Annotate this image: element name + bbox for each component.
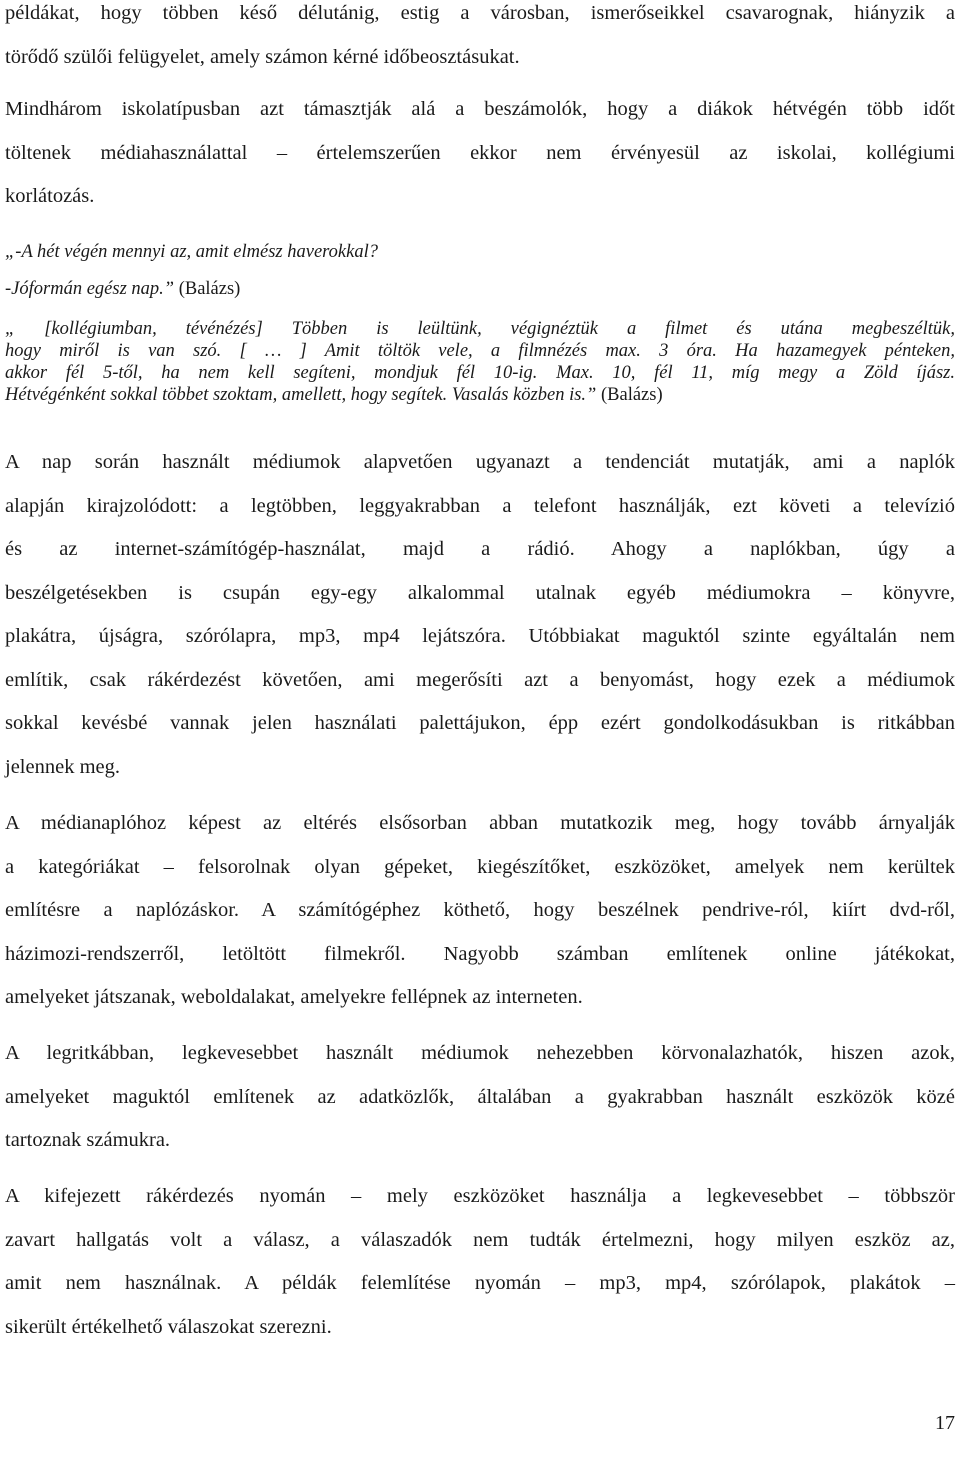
- text-line: sikerült értékelhető válaszokat szerezni.: [5, 1315, 332, 1338]
- interview-quote-1: [5, 241, 955, 300]
- text-line: tartoznak számukra.: [5, 1129, 171, 1151]
- quote-line: [5, 384, 955, 406]
- quote-line: „-A hét végén mennyi az, amit elmész haverokkal?: [5, 242, 378, 262]
- page-number: 17: [935, 1412, 955, 1434]
- text-line: A nap során használt médiumok alapvetően ugyanazt a tendenciát mutatják, ami a naplók: [5, 451, 955, 473]
- paragraph-2: [5, 88, 955, 219]
- text-line: példákat, hogy többen késő délutánig, estig a városban, ismerőseikkel csavarognak, hiányzik a: [5, 2, 955, 24]
- text-line: Mindhárom iskolatípusban azt támasztják alá a beszámolók, hogy a diákok hétvégén több időt: [5, 98, 955, 120]
- text-line: alapján kirajzolódott: a legtöbben, leggyakrabban a telefont használják, ezt követi a televízió: [5, 494, 955, 517]
- paragraph-4: [5, 802, 955, 1020]
- quote-speaker: (Balázs): [596, 385, 663, 405]
- text-line: amelyeket játszanak, weboldalakat, amelyekre fellépnek az interneten.: [5, 986, 583, 1008]
- interview-quote-2: [5, 318, 955, 406]
- text-line: A legritkábban, legkevesebbet használt médiumok nehezebben körvonalazhatók, hiszen azok,: [5, 1042, 955, 1064]
- quote-speaker: (Balázs): [174, 279, 241, 299]
- paragraph-3: [5, 441, 955, 789]
- quote-line: akkor fél 5-től, ha nem kell segíteni, mondjuk fél 10-ig. Max. 10, fél 11, míg megy a Zöld íjász.: [5, 363, 955, 383]
- paragraph-5: [5, 1032, 955, 1163]
- text-line: beszélgetésekben is csupán egy-egy alkalommal utalnak egyéb médiumokra – könyvre,: [5, 581, 955, 604]
- quote-line: [5, 278, 955, 300]
- text-line: töltenek médiahasználattal – értelemszerűen ekkor nem érvényesül az iskolai, kollégiumi: [5, 141, 955, 164]
- text-line: korlátozás.: [5, 185, 95, 207]
- text-line: törődő szülői felügyelet, amely számon kérné időbeosztásukat.: [5, 45, 520, 68]
- paragraph-6: [5, 1175, 955, 1349]
- text-line: említésre a naplózáskor. A számítógéphez köthető, hogy beszélnek pendrive-ról, kiírt dvd-ről,: [5, 899, 955, 921]
- text-line: zavart hallgatás volt a válasz, a válaszadók nem tudták értelmezni, hogy milyen eszköz az,: [5, 1228, 955, 1251]
- text-line: említik, csak rákérdezést követően, ami megerősíti azt a benyomást, hogy ezek a médiumok: [5, 668, 955, 691]
- text-line: a kategóriákat – felsorolnak olyan gépeket, kiegészítőket, eszközöket, amelyek nem kerültek: [5, 855, 955, 878]
- text-line: amelyeket maguktól említenek az adatközlők, általában a gyakrabban használt eszközök közé: [5, 1085, 955, 1108]
- text-line: házimozi-rendszerről, letöltött filmekről. Nagyobb számban említenek online játékokat,: [5, 942, 955, 965]
- quote-text: -Jóformán egész nap.”: [5, 279, 175, 299]
- text-line: A kifejezett rákérdezés nyomán – mely eszközöket használja a legkevesebbet – többször: [5, 1185, 955, 1207]
- text-line: amit nem használnak. A példák felemlítése nyomán – mp3, mp4, szórólapok, plakátok –: [5, 1272, 955, 1294]
- paragraph-1: [5, 0, 955, 79]
- text-line: plakátra, újságra, szórólapra, mp3, mp4 lejátszóra. Utóbbiakat maguktól szinte egyáltalán nem: [5, 625, 955, 647]
- quote-text: Hétvégénként sokkal többet szoktam, amellett, hogy segítek. Vasalás közben is.”: [5, 385, 597, 405]
- text-line: jelennek meg.: [5, 755, 120, 778]
- text-line: sokkal kevésbé vannak jelen használati palettájukon, épp ezért gondolkodásukban is ritkábban: [5, 712, 955, 734]
- text-line: A médianaplóhoz képest az eltérés elsősorban abban mutatkozik meg, hogy tovább árnyalják: [5, 812, 955, 834]
- quote-line: „ [kollégiumban, tévénézés] Többen is leültünk, végignéztük a filmet és utána megbeszéltük,: [5, 319, 955, 339]
- text-line: és az internet-számítógép-használat, majd a rádió. Ahogy a naplókban, úgy a: [5, 538, 955, 560]
- quote-line: hogy miről is van szó. [ … ] Amit töltök vele, a filmnézés max. 3 óra. Ha hazamegyek pénteken,: [5, 341, 955, 361]
